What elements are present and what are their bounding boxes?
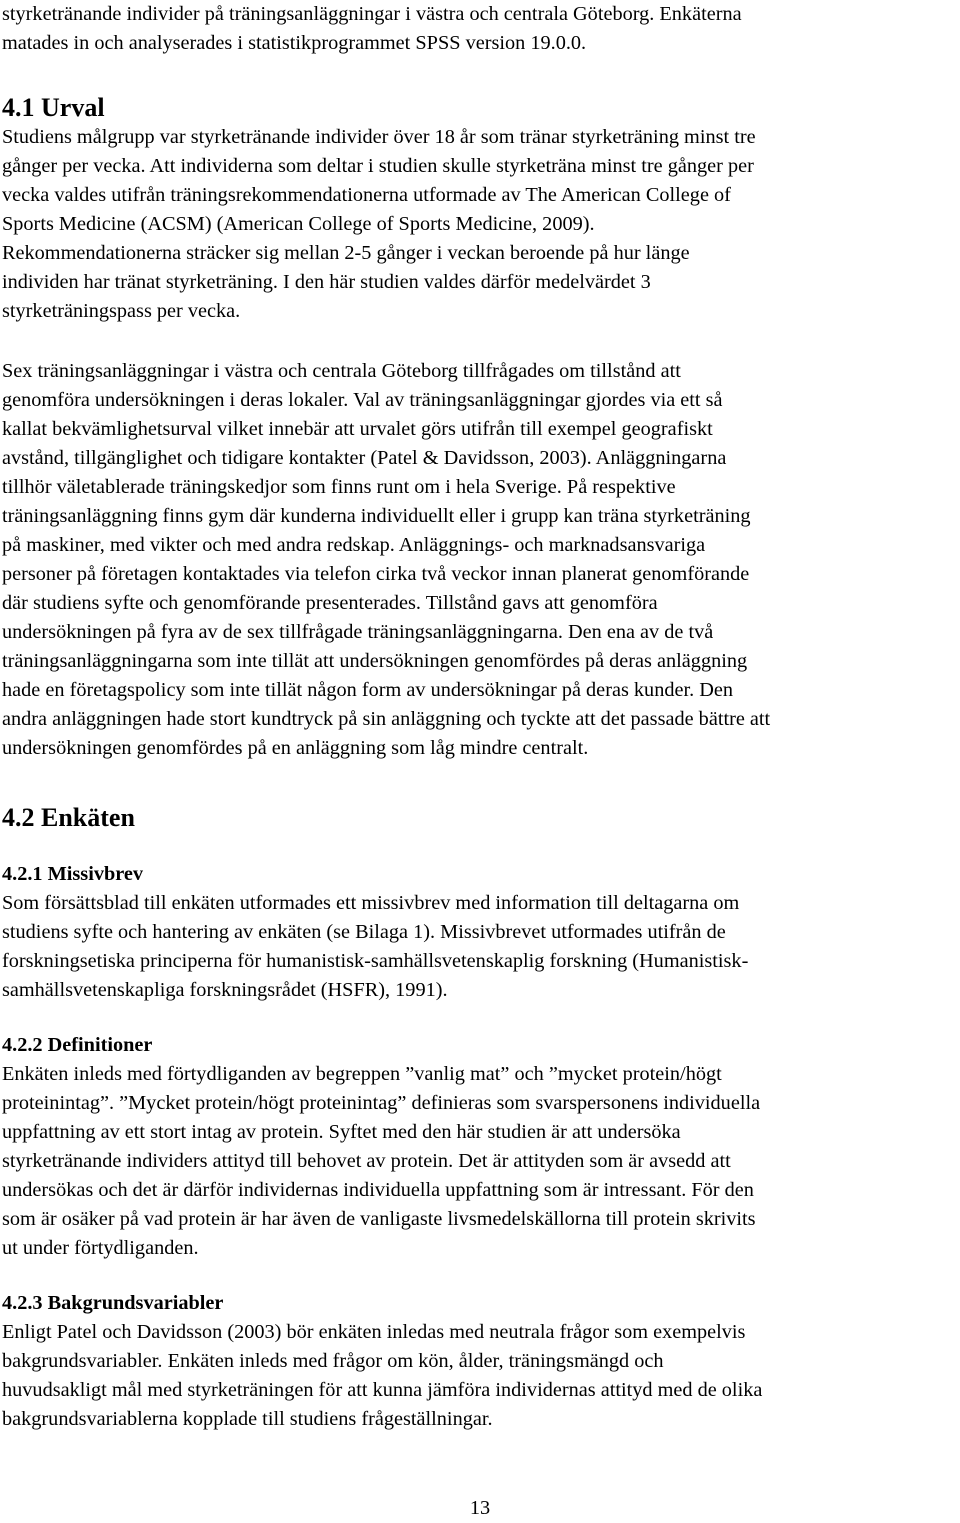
text-line: samhällsvetenskapliga forskningsrådet (HSFR), 1991). [2,979,448,1001]
text-line: styrketränande individer på träningsanläggningar i västra och centrala Göteborg. Enkäterna [2,3,742,25]
section-heading-urval: 4.1 Urval [2,93,105,122]
text-line: ut under förtydliganden. [2,1237,199,1259]
text-line: proteinintag”. ”Mycket protein/högt proteinintag” definieras som svarspersonens individuella [2,1092,761,1114]
text-line: hade en företagspolicy som inte tillät någon form av undersökningar på deras kunder. Den [2,679,734,701]
section-heading-enkaten: 4.2 Enkäten [2,803,135,832]
text-line: träningsanläggning finns gym där kunderna individuellt eller i grupp kan träna styrketräning [2,505,751,527]
urval-paragraph-1 [2,123,954,326]
text-line: kallat bekvämlighetsurval vilket innebär att urvalet görs utifrån till exempel geografiskt [2,418,713,440]
text-line: tillhör väletablerade träningskedjor som finns runt om i hela Sverige. På respektive [2,476,676,498]
text-line: Som försättsblad till enkäten utformades ett missivbrev med information till deltagarna om [2,892,740,914]
text-line: på maskiner, med vikter och med andra redskap. Anläggnings- och marknadsansvariga [2,534,706,556]
missivbrev-paragraph [2,889,954,1005]
text-line: matades in och analyserades i statistikprogrammet SPSS version 19.0.0. [2,32,587,54]
text-line: gånger per vecka. Att individerna som deltar i studien skulle styrketräna minst tre gånger per [2,155,754,177]
text-line: bakgrundsvariablerna kopplade till studiens frågeställningar. [2,1408,493,1430]
text-line: Studiens målgrupp var styrketränande individer över 18 år som tränar styrketräning minst tre [2,126,756,148]
text-line: som är osäker på vad protein är har även de vanligaste livsmedelskällorna till protein skrivits [2,1208,756,1230]
text-line: undersökas och det är därför individernas individuella uppfattning som är intressant. För den [2,1179,754,1201]
text-line: undersökningen genomfördes på en anläggning som låg mindre centralt. [2,737,589,759]
definitioner-paragraph [2,1060,954,1263]
text-line: träningsanläggningarna som inte tillät att undersökningen genomfördes på deras anläggning [2,650,748,672]
text-line: styrketräningspass per vecka. [2,300,241,322]
text-line: uppfattning av ett stort intag av protein. Syftet med den här studien är att undersöka [2,1121,681,1143]
text-line: Enligt Patel och Davidsson (2003) bör enkäten inledas med neutrala frågor som exempelvis [2,1321,746,1343]
text-line: Sex träningsanläggningar i västra och centrala Göteborg tillfrågades om tillstånd att [2,360,681,382]
text-line: studiens syfte och hantering av enkäten (se Bilaga 1). Missivbrevet utformades utifrån de [2,921,726,943]
text-line: individen har tränat styrketräning. I den här studien valdes därför medelvärdet 3 [2,271,651,293]
text-line: Rekommendationerna sträcker sig mellan 2-5 gånger i veckan beroende på hur länge [2,242,690,264]
page-number: 13 [469,1497,491,1519]
text-line: styrketränande individers attityd till behovet av protein. Det är attityden som är avsedd att [2,1150,731,1172]
text-line: andra anläggningen hade stort kundtryck på sin anläggning och tyckte att det passade bättre att [2,708,771,730]
text-line: Enkäten inleds med förtydliganden av begreppen ”vanlig mat” och ”mycket protein/högt [2,1063,722,1085]
text-line: undersökningen på fyra av de sex tillfrågade träningsanläggningarna. Den ena av de två [2,621,714,643]
text-line: där studiens syfte och genomförande presenterades. Tillstånd gavs att genomföra [2,592,658,614]
text-line: avstånd, tillgänglighet och tidigare kontakter (Patel & Davidsson, 2003). Anläggningarna [2,447,727,469]
text-line: forskningsetiska principerna för humanistisk-samhällsvetenskaplig forskning (Humanistisk- [2,950,749,972]
text-line: Sports Medicine (ACSM) (American College of Sports Medicine, 2009). [2,213,595,235]
text-line: vecka valdes utifrån träningsrekommendationerna utformade av The American College of [2,184,731,206]
subsection-heading-missivbrev: 4.2.1 Missivbrev [2,863,144,885]
text-line: huvudsakligt mål med styrketräningen för att kunna jämföra individernas attityd med de olika [2,1379,763,1401]
intro-paragraph [2,0,954,58]
subsection-heading-definitioner: 4.2.2 Definitioner [2,1034,153,1056]
subsection-heading-bakgrundsvariabler: 4.2.3 Bakgrundsvariabler [2,1292,224,1314]
bakgrundsvariabler-paragraph [2,1318,954,1434]
text-line: genomföra undersökningen i deras lokaler. Val av träningsanläggningar gjordes via ett så [2,389,723,411]
text-line: bakgrundsvariabler. Enkäten inleds med frågor om kön, ålder, träningsmängd och [2,1350,664,1372]
urval-paragraph-2 [2,357,954,763]
text-line: personer på företagen kontaktades via telefon cirka två veckor innan planerat genomförande [2,563,750,585]
